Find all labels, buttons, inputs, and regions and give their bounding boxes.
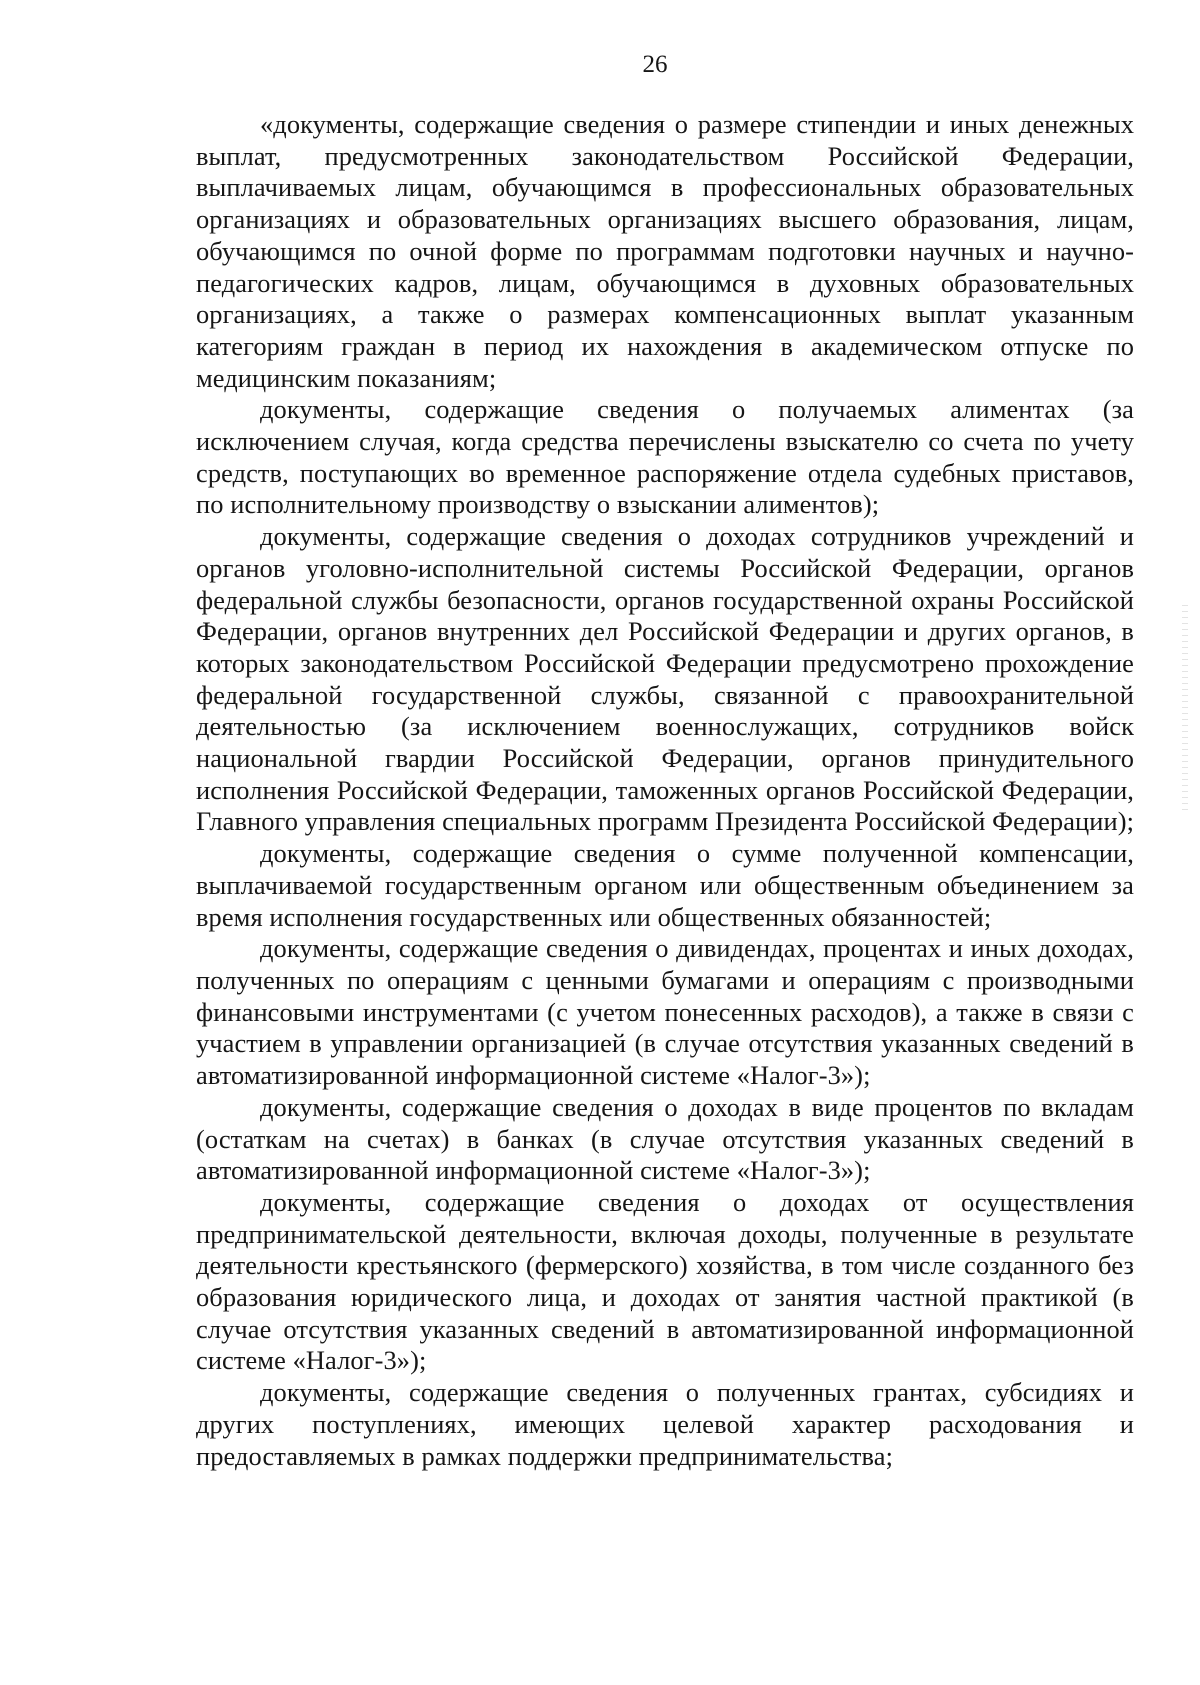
paragraph-law-enforcement-income: документы, содержащие сведения о доходах сотрудников учреждений и органов уголовно-исполнительной системы Российской Федерации, органов федеральной службы безопасности, органов государственной охраны Российской Федерации, органов внутренних дел Российской Федерации и других органов, в которых законодательством Российской Федерации предусмотрено прохождение федеральной государственной службы, связанной с правоохранительной деятельностью (за исключением военнослужащих, сотрудников войск национальной гвардии Российской Федерации, органов принудительного исполнения Российской Федерации, таможенных органов Российской Федерации, Главного управления специальных программ Президента Российской Федерации);: [196, 521, 1135, 837]
page-number: 26: [642, 51, 668, 78]
paragraph-alimony: документы, содержащие сведения о получаемых алиментах (за исключением случая, когда средства перечислены взыскателю со счета по учету средств, поступающих во временное распоряжение отдела судебных приставов, по исполнительному производству о взыскании алиментов);: [196, 394, 1134, 520]
paragraph-stipend: «документы, содержащие сведения о размере стипендии и иных денежных выплат, предусмотренных законодательством Российской Федерации, выплачиваемых лицам, обучающимся в профессиональных образовательных организациях и образовательных организациях высшего образования, лицам, обучающимся по очной форме по программам подготовки научных и научно-педагогических кадров, лицам, обучающимся в духовных образовательных организациях, а также о размерах компенсационных выплат указанным категориям граждан в период их нахождения в академическом отпуске по медицинским показаниям;: [196, 109, 1134, 393]
paragraph-compensation: документы, содержащие сведения о сумме полученной компенсации, выплачиваемой государственным органом или общественным объединением за время исполнения государственных или общественных обязанностей;: [196, 838, 1134, 932]
document-body: [196, 109, 1134, 1472]
paragraph-grants: документы, содержащие сведения о полученных грантах, субсидиях и других поступлениях, имеющих целевой характер расходования и предоставляемых в рамках поддержки предпринимательства;: [196, 1377, 1134, 1471]
paragraph-deposit-interest: документы, содержащие сведения о доходах в виде процентов по вкладам (остаткам на счетах) в банках (в случае отсутствия указанных сведений в автоматизированной информационной системе «Налог-3»);: [196, 1091, 1134, 1186]
paragraph-business-income: документы, содержащие сведения о доходах от осуществления предпринимательской деятельности, включая доходы, полученные в результате деятельности крестьянского (фермерского) хозяйства, в том числе созданного без образования юридического лица, и доходах от занятия частной практикой (в случае отсутствия указанных сведений в автоматизированной информационной системе «Налог-3»);: [196, 1186, 1134, 1376]
scan-artifact: [1182, 605, 1188, 815]
paragraph-dividends: документы, содержащие сведения о дивидендах, процентах и иных доходах, полученных по операциям с ценными бумагами и операциям с производными финансовыми инструментами (с учетом понесенных расходов), а также в связи с участием в управлении организацией (в случае отсутствия указанных сведений в автоматизированной информационной системе «Налог-3»);: [196, 933, 1134, 1091]
